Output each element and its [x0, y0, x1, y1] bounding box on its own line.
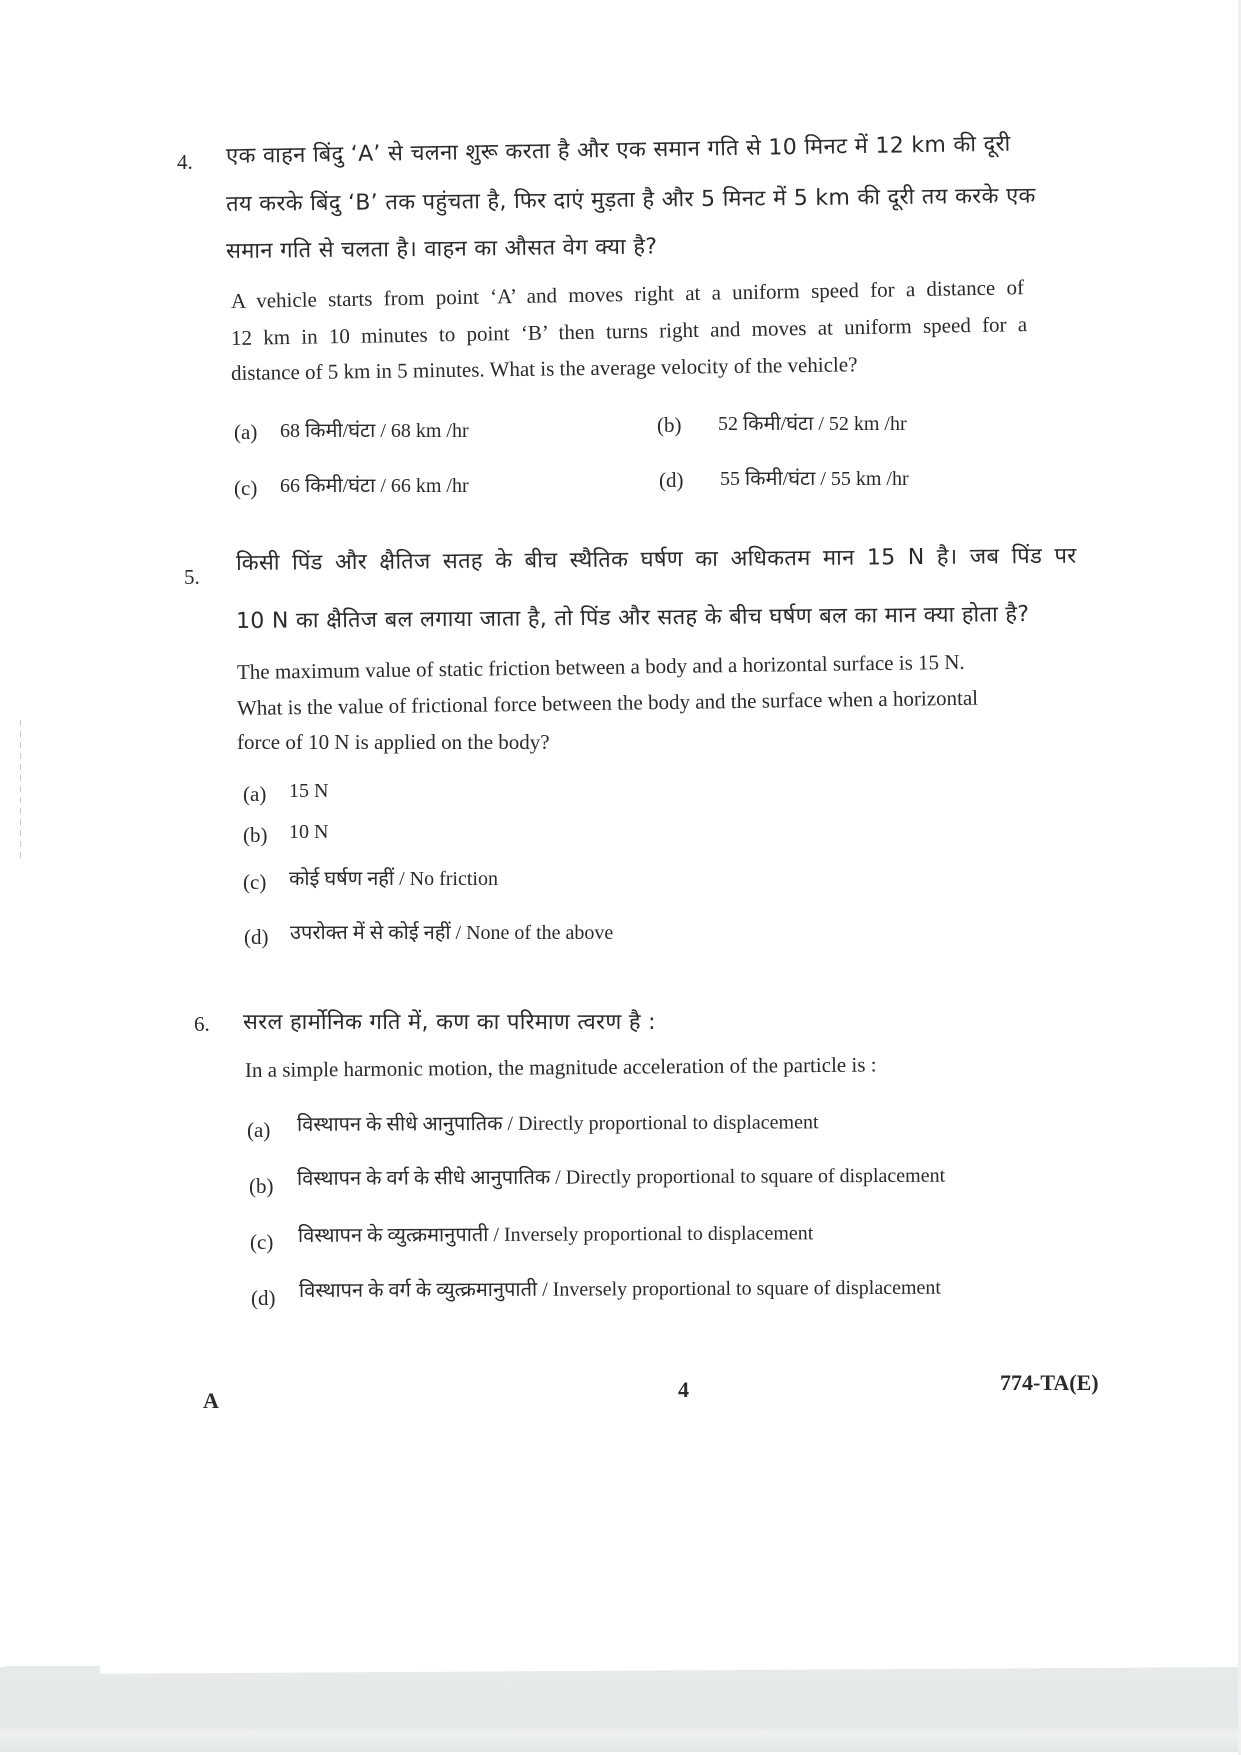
question-english-line: In a simple harmonic motion, the magnitude acceleration of the particle is : — [244, 1052, 877, 1082]
option-text: कोई घर्षण नहीं / No friction — [289, 868, 498, 890]
question-hindi-line: 10 N का क्षैतिज बल लगाया जाता है, तो पिंड और सतह के बीच घर्षण बल का मान क्या होता है? — [235, 602, 1030, 634]
question-number: 6. — [194, 1012, 210, 1036]
option-label: (a) — [247, 1118, 271, 1142]
option-label: (d) — [251, 1286, 276, 1310]
question-english-line: distance of 5 km in 5 minutes. What is the average velocity of the vehicle? — [230, 352, 858, 385]
question-english-line: What is the value of frictional force between the body and the surface when a horizontal — [236, 685, 979, 720]
option-label: (d) — [659, 468, 684, 492]
question-hindi-line: तय करके बिंदु ‘B’ तक पहुंचता है, फिर दाएं मुड़ता है और 5 मिनट में 5 km की दूरी तय करके एक — [225, 183, 1036, 217]
scan-edge-artifact — [20, 720, 21, 860]
question-hindi-line: किसी पिंड और क्षैतिज सतह के बीच स्थैतिक घर्षण का अधिकतम मान 15 N है। जब पिंड पर — [235, 543, 1077, 576]
paper-code: 774-TA(E) — [1000, 1370, 1099, 1395]
question-number: 5. — [184, 565, 200, 589]
option-text: विस्थापन के वर्ग के व्युत्क्रमानुपाती / Inversely proportional to square of displacement — [298, 1276, 941, 1302]
option-text: 66 किमी/घंटा / 66 km /hr — [280, 475, 469, 497]
option-text: 52 किमी/घंटा / 52 km /hr — [718, 413, 907, 435]
question-hindi-line: सरल हार्मोनिक गति में, कण का परिमाण त्वरण है : — [243, 1010, 656, 1035]
option-text: विस्थापन के सीधे आनुपातिक / Directly proportional to displacement — [296, 1111, 819, 1136]
scan-bottom-shadow — [0, 1667, 1241, 1752]
option-text: 68 किमी/घंटा / 68 km /hr — [280, 420, 469, 442]
option-label: (d) — [244, 925, 269, 949]
series-code: A — [203, 1388, 219, 1413]
option-label: (c) — [234, 476, 258, 500]
option-text: विस्थापन के वर्ग के सीधे आनुपातिक / Directly proportional to square of displacement — [296, 1164, 946, 1190]
question-english-line: The maximum value of static friction between a body and a horizontal surface is 15 N. — [236, 649, 965, 684]
option-label: (b) — [657, 413, 682, 437]
option-text: उपरोक्त में से कोई नहीं / None of the above — [290, 922, 614, 944]
question-hindi-line: एक वाहन बिंदु ‘A’ से चलना शुरू करता है और एक समान गति से 10 मिनट में 12 km की दूरी — [225, 131, 1011, 169]
question-hindi-line: समान गति से चलता है। वाहन का औसत वेग क्या है? — [225, 234, 658, 264]
option-text: विस्थापन के व्युत्क्रमानुपाती / Inversely proportional to displacement — [297, 1222, 814, 1247]
option-label: (c) — [243, 870, 267, 894]
option-text: 10 N — [289, 821, 329, 843]
question-english-line: A vehicle starts from point ‘A’ and moves right at a uniform speed for a distance of — [230, 275, 1025, 313]
option-text: 55 किमी/घंटा / 55 km /hr — [720, 468, 909, 490]
question-english-line: 12 km in 10 minutes to point ‘B’ then turns right and moves at uniform speed for a — [230, 312, 1028, 350]
question-english-line: force of 10 N is applied on the body? — [237, 730, 550, 754]
option-label: (a) — [234, 420, 258, 444]
question-number: 4. — [177, 150, 193, 174]
option-text: 15 N — [289, 780, 329, 802]
option-label: (c) — [250, 1230, 274, 1254]
option-label: (a) — [243, 782, 267, 806]
option-label: (b) — [249, 1174, 274, 1198]
page-number: 4 — [678, 1377, 689, 1402]
option-label: (b) — [243, 823, 268, 847]
